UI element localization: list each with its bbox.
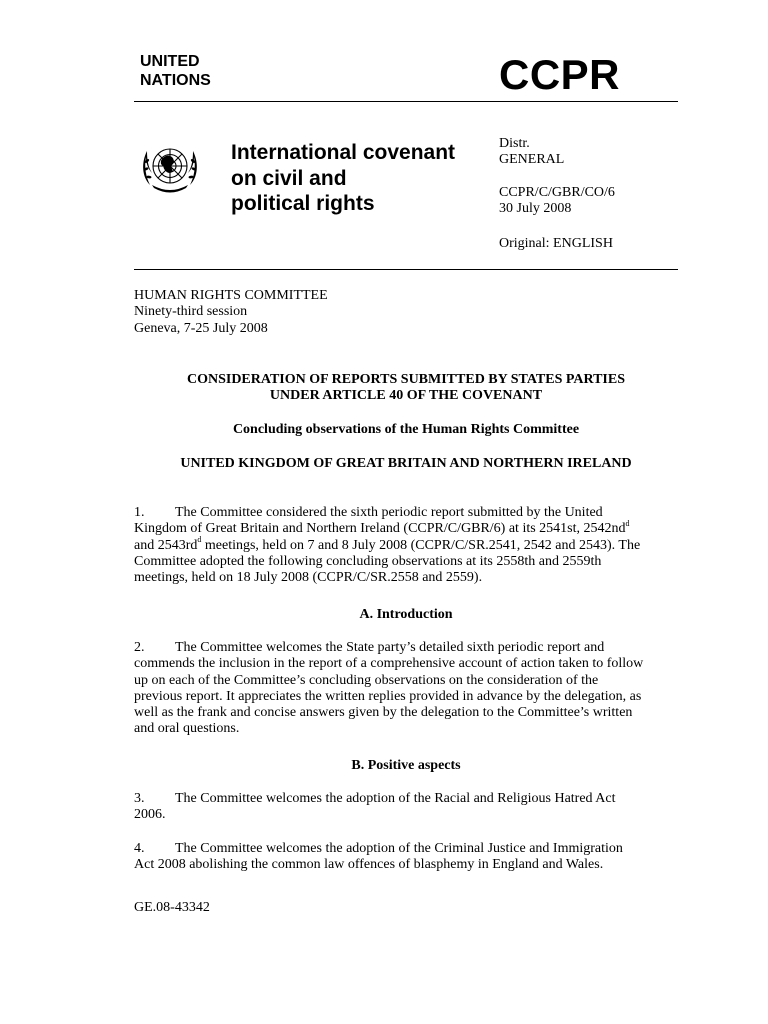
paragraph-number: 3. — [134, 791, 145, 806]
paragraph-number: 1. — [134, 505, 145, 520]
job-number: GE.08-43342 — [134, 900, 210, 915]
un-emblem-icon — [138, 139, 202, 197]
subheading-concluding: Concluding observations of the Human Rights Committee — [232, 422, 580, 437]
paragraph-3: 3. The Committee welcomes the adoption of the Racial and Religious Hatred Act 2006. — [134, 791, 616, 823]
paragraph-number: 4. — [134, 841, 145, 856]
country-heading: UNITED KINGDOM OF GREAT BRITAIN AND NORTHERN IRELAND — [180, 456, 632, 471]
title-divider — [134, 269, 678, 270]
organization-name: UNITED NATIONS — [140, 53, 211, 89]
main-heading: CONSIDERATION OF REPORTS SUBMITTED BY STATES PARTIES UNDER ARTICLE 40 OF THE COVENANT — [186, 372, 626, 404]
header-divider — [134, 101, 678, 102]
paragraph-number: 2. — [134, 640, 145, 655]
document-symbol: CCPR/C/GBR/CO/6 — [499, 185, 615, 200]
paragraph-1: 1. The Committee considered the sixth periodic report submitted by the United Kingdom of Great Britain and Northern Ireland (CCPR/C/GBR/6) at its 2541st, $2542nd^d$ and $2543rd^d$ meetings, held on 7 and 8 July 2008 (CCPR/C/SR.2541, 2542 and 2543). The Committee adopted the following concluding observations at its 2558th and 2559th meetings, held on 18 July 2008 (CCPR/C/SR.2558 and 2559). — [134, 505, 641, 586]
committee-info: HUMAN RIGHTS COMMITTEE Ninety-third session Geneva, 7-25 July 2008 — [134, 288, 328, 336]
distribution-info: Distr. GENERAL — [499, 136, 565, 167]
paragraph-4: 4. The Committee welcomes the adoption of the Criminal Justice and Immigration Act 2008 abolishing the common law offences of blasphemy in England and Wales. — [134, 841, 623, 873]
document-series: CCPR — [499, 51, 621, 98]
paragraph-2: 2. The Committee welcomes the State party’s detailed sixth periodic report and commends the inclusion in the report of a comprehensive account of action taken to follow up on each of the Committee’s concluding observations on the consideration of the previous report. It appreciates the written replies provided in advance by the delegation, as well as the frank and concise answers given by the delegation to the Committee’s written and oral questions. — [134, 640, 644, 737]
document-symbol-date — [499, 185, 615, 217]
original-language: Original: ENGLISH — [499, 236, 613, 251]
covenant-title: International covenant on civil and political rights — [231, 141, 456, 215]
section-heading-positive-aspects: B. Positive aspects — [351, 758, 461, 773]
document-date: 30 July 2008 — [499, 201, 572, 216]
section-heading-introduction: A. Introduction — [359, 607, 453, 622]
